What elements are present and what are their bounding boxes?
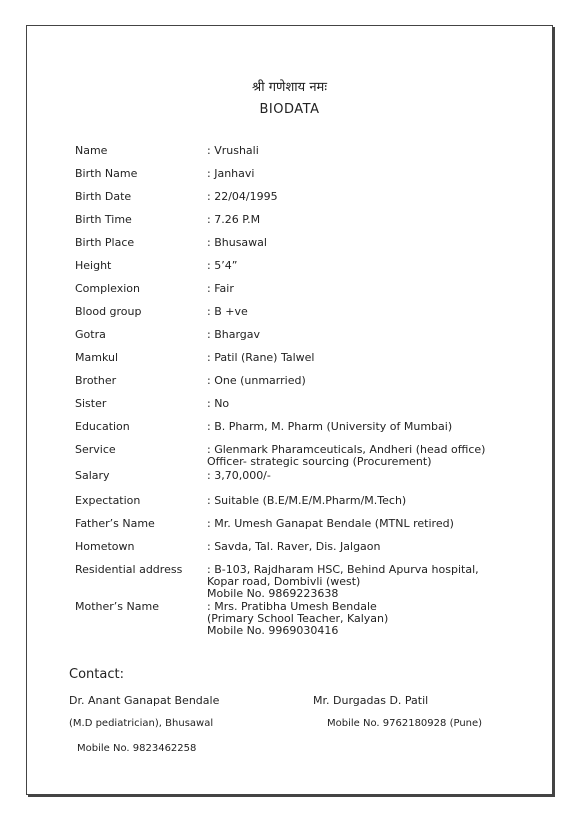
field-value: : 3,70,000/- <box>207 469 271 482</box>
field-value-line-3: Mobile No. 9869223638 <box>207 587 339 600</box>
contact-right-name: Mr. Durgadas D. Patil <box>313 694 429 707</box>
field-label: Birth Place <box>75 236 135 249</box>
field-value: : Bhargav <box>207 328 261 341</box>
field-value: : Mr. Umesh Ganapat Bendale (MTNL retired) <box>207 517 454 530</box>
field-label: Height <box>75 259 112 272</box>
field-label: Father’s Name <box>75 517 155 530</box>
field-value-line-3: Mobile No. 9969030416 <box>207 624 339 637</box>
field-value: : Bhusawal <box>207 236 267 249</box>
field-label: Hometown <box>75 540 135 553</box>
field-value: : Janhavi <box>207 167 255 180</box>
field-label: Residential address <box>75 563 183 576</box>
field-label: Gotra <box>75 328 106 341</box>
field-label: Birth Date <box>75 190 132 203</box>
field-value: : One (unmarried) <box>207 374 306 387</box>
contact-right-mobile: Mobile No. 9762180928 (Pune) <box>327 718 483 729</box>
field-value-line-2: Kopar road, Dombivli (west) <box>207 575 361 588</box>
field-value-line-2: (Primary School Teacher, Kalyan) <box>207 612 389 625</box>
invocation-heading: श्री गणेशाय नमः <box>252 80 327 95</box>
field-label: Mother’s Name <box>75 600 159 613</box>
field-label: Mamkul <box>75 351 119 364</box>
field-label: Birth Time <box>75 213 132 226</box>
field-label: Sister <box>75 397 107 410</box>
field-value: : B-103, Rajdharam HSC, Behind Apurva hospital, <box>207 563 479 576</box>
field-label: Complexion <box>75 282 141 295</box>
field-value: : Suitable (B.E/M.E/M.Pharm/M.Tech) <box>207 494 407 507</box>
contact-heading: Contact: <box>69 667 124 682</box>
field-value: : Fair <box>207 282 234 295</box>
field-label: Service <box>75 443 116 456</box>
contact-left-mobile: Mobile No. 9823462258 <box>77 743 197 754</box>
field-label: Salary <box>75 469 110 482</box>
field-value: : 22/04/1995 <box>207 190 278 203</box>
contact-left-detail: (M.D pediatrician), Bhusawal <box>69 718 214 729</box>
field-label: Education <box>75 420 130 433</box>
field-value: : Savda, Tal. Raver, Dis. Jalgaon <box>207 540 381 553</box>
field-label: Blood group <box>75 305 142 318</box>
field-value: : B. Pharm, M. Pharm (University of Mumbai) <box>207 420 453 433</box>
field-label: Expectation <box>75 494 141 507</box>
field-value: : Mrs. Pratibha Umesh Bendale <box>207 600 377 613</box>
field-label: Name <box>75 144 108 157</box>
biodata-page <box>26 25 553 795</box>
field-label: Birth Name <box>75 167 138 180</box>
field-value: : B +ve <box>207 305 248 318</box>
field-value: : Patil (Rane) Talwel <box>207 351 315 364</box>
page-title: BIODATA <box>259 102 320 117</box>
field-value: : No <box>207 397 230 410</box>
field-value: : Vrushali <box>207 144 259 157</box>
contact-left-name: Dr. Anant Ganapat Bendale <box>69 694 220 707</box>
field-value: : Glenmark Pharamceuticals, Andheri (head office) <box>207 443 486 456</box>
field-value: : 7.26 P.M <box>207 213 261 226</box>
field-value-line-2: Officer- strategic sourcing (Procurement) <box>207 455 432 468</box>
field-value: : 5’4” <box>207 259 238 272</box>
field-label: Brother <box>75 374 117 387</box>
